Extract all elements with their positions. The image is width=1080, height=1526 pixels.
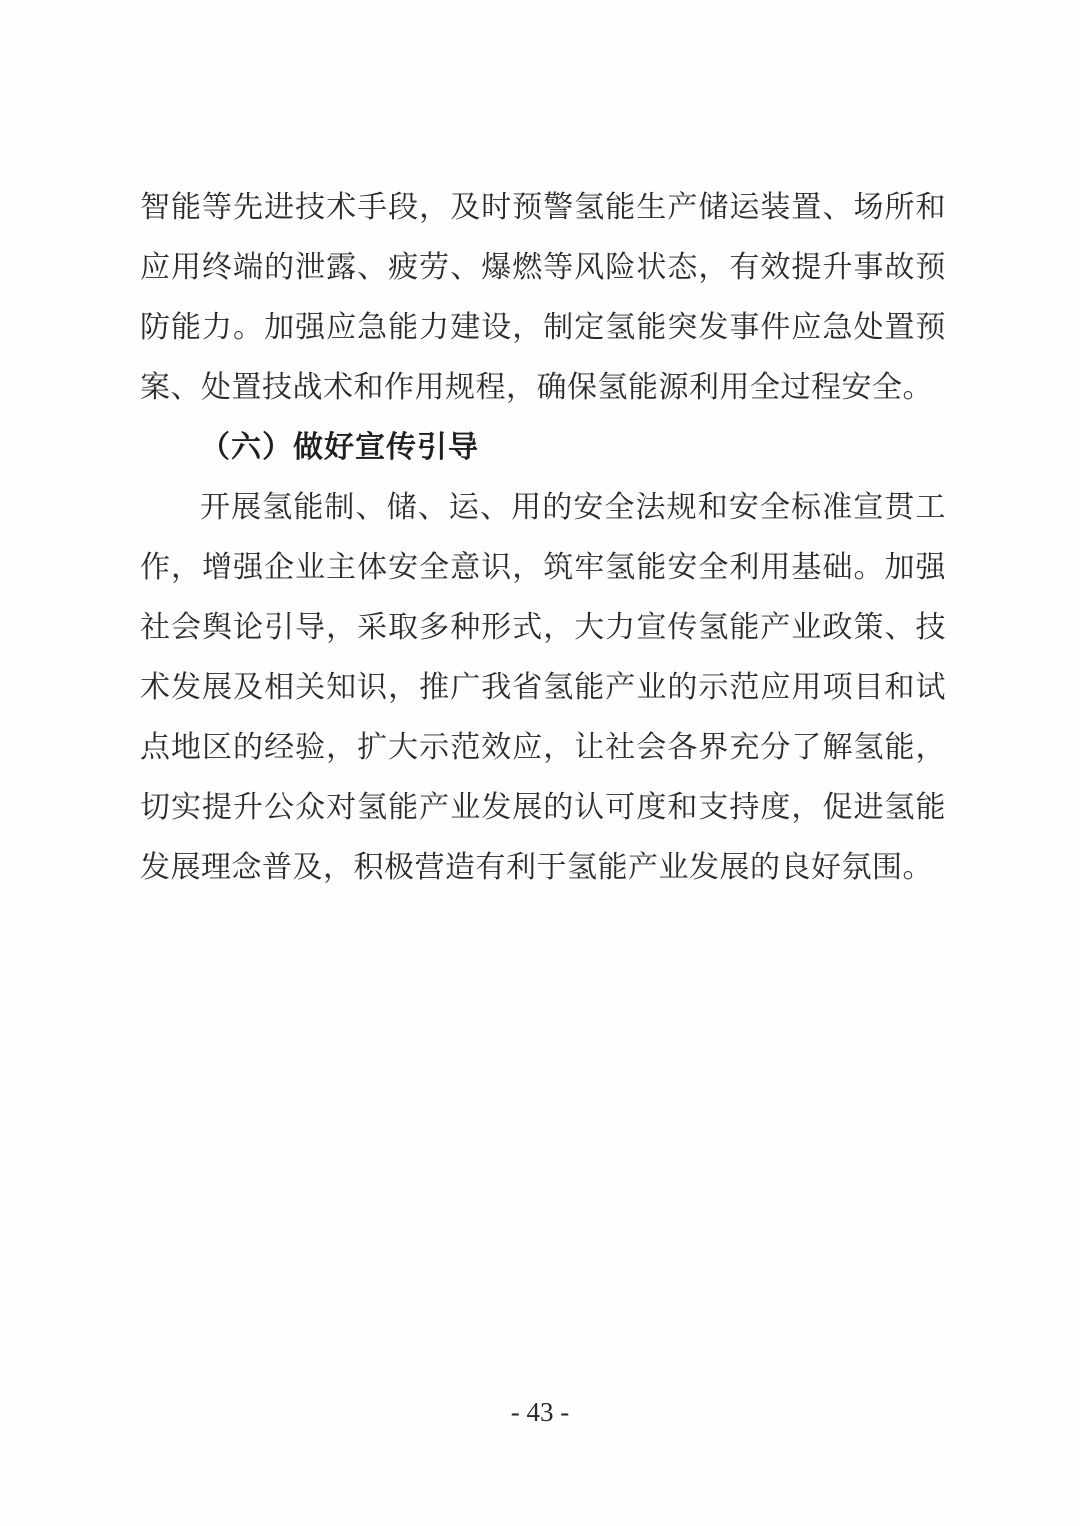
paragraph: 智能等先进技术手段，及时预警氢能生产储运装置、场所和应用终端的泄露、疲劳、爆燃等风险状态，有效提升事故预防能力。加强应急能力建设，制定氢能突发事件应急处置预案、处置技战术和作用规程，确保氢能源利用全过程安全。 <box>140 190 946 405</box>
document-body <box>140 178 946 898</box>
paragraph: 开展氢能制、储、运、用的安全法规和安全标准宣贯工作，增强企业主体安全意识，筑牢氢能安全利用基础。加强社会舆论引导，采取多种形式，大力宣传氢能产业政策、技术发展及相关知识，推广我省氢能产业的示范应用项目和试点地区的经验，扩大示范效应，让社会各界充分了解氢能，切实提升公众对氢能产业发展的认可度和支持度，促进氢能发展理念普及，积极营造有利于氢能产业发展的良好氛围。 <box>140 490 946 885</box>
section-heading: （六）做好宣传引导 <box>200 430 479 465</box>
page-number: - 43 - <box>510 1397 570 1427</box>
